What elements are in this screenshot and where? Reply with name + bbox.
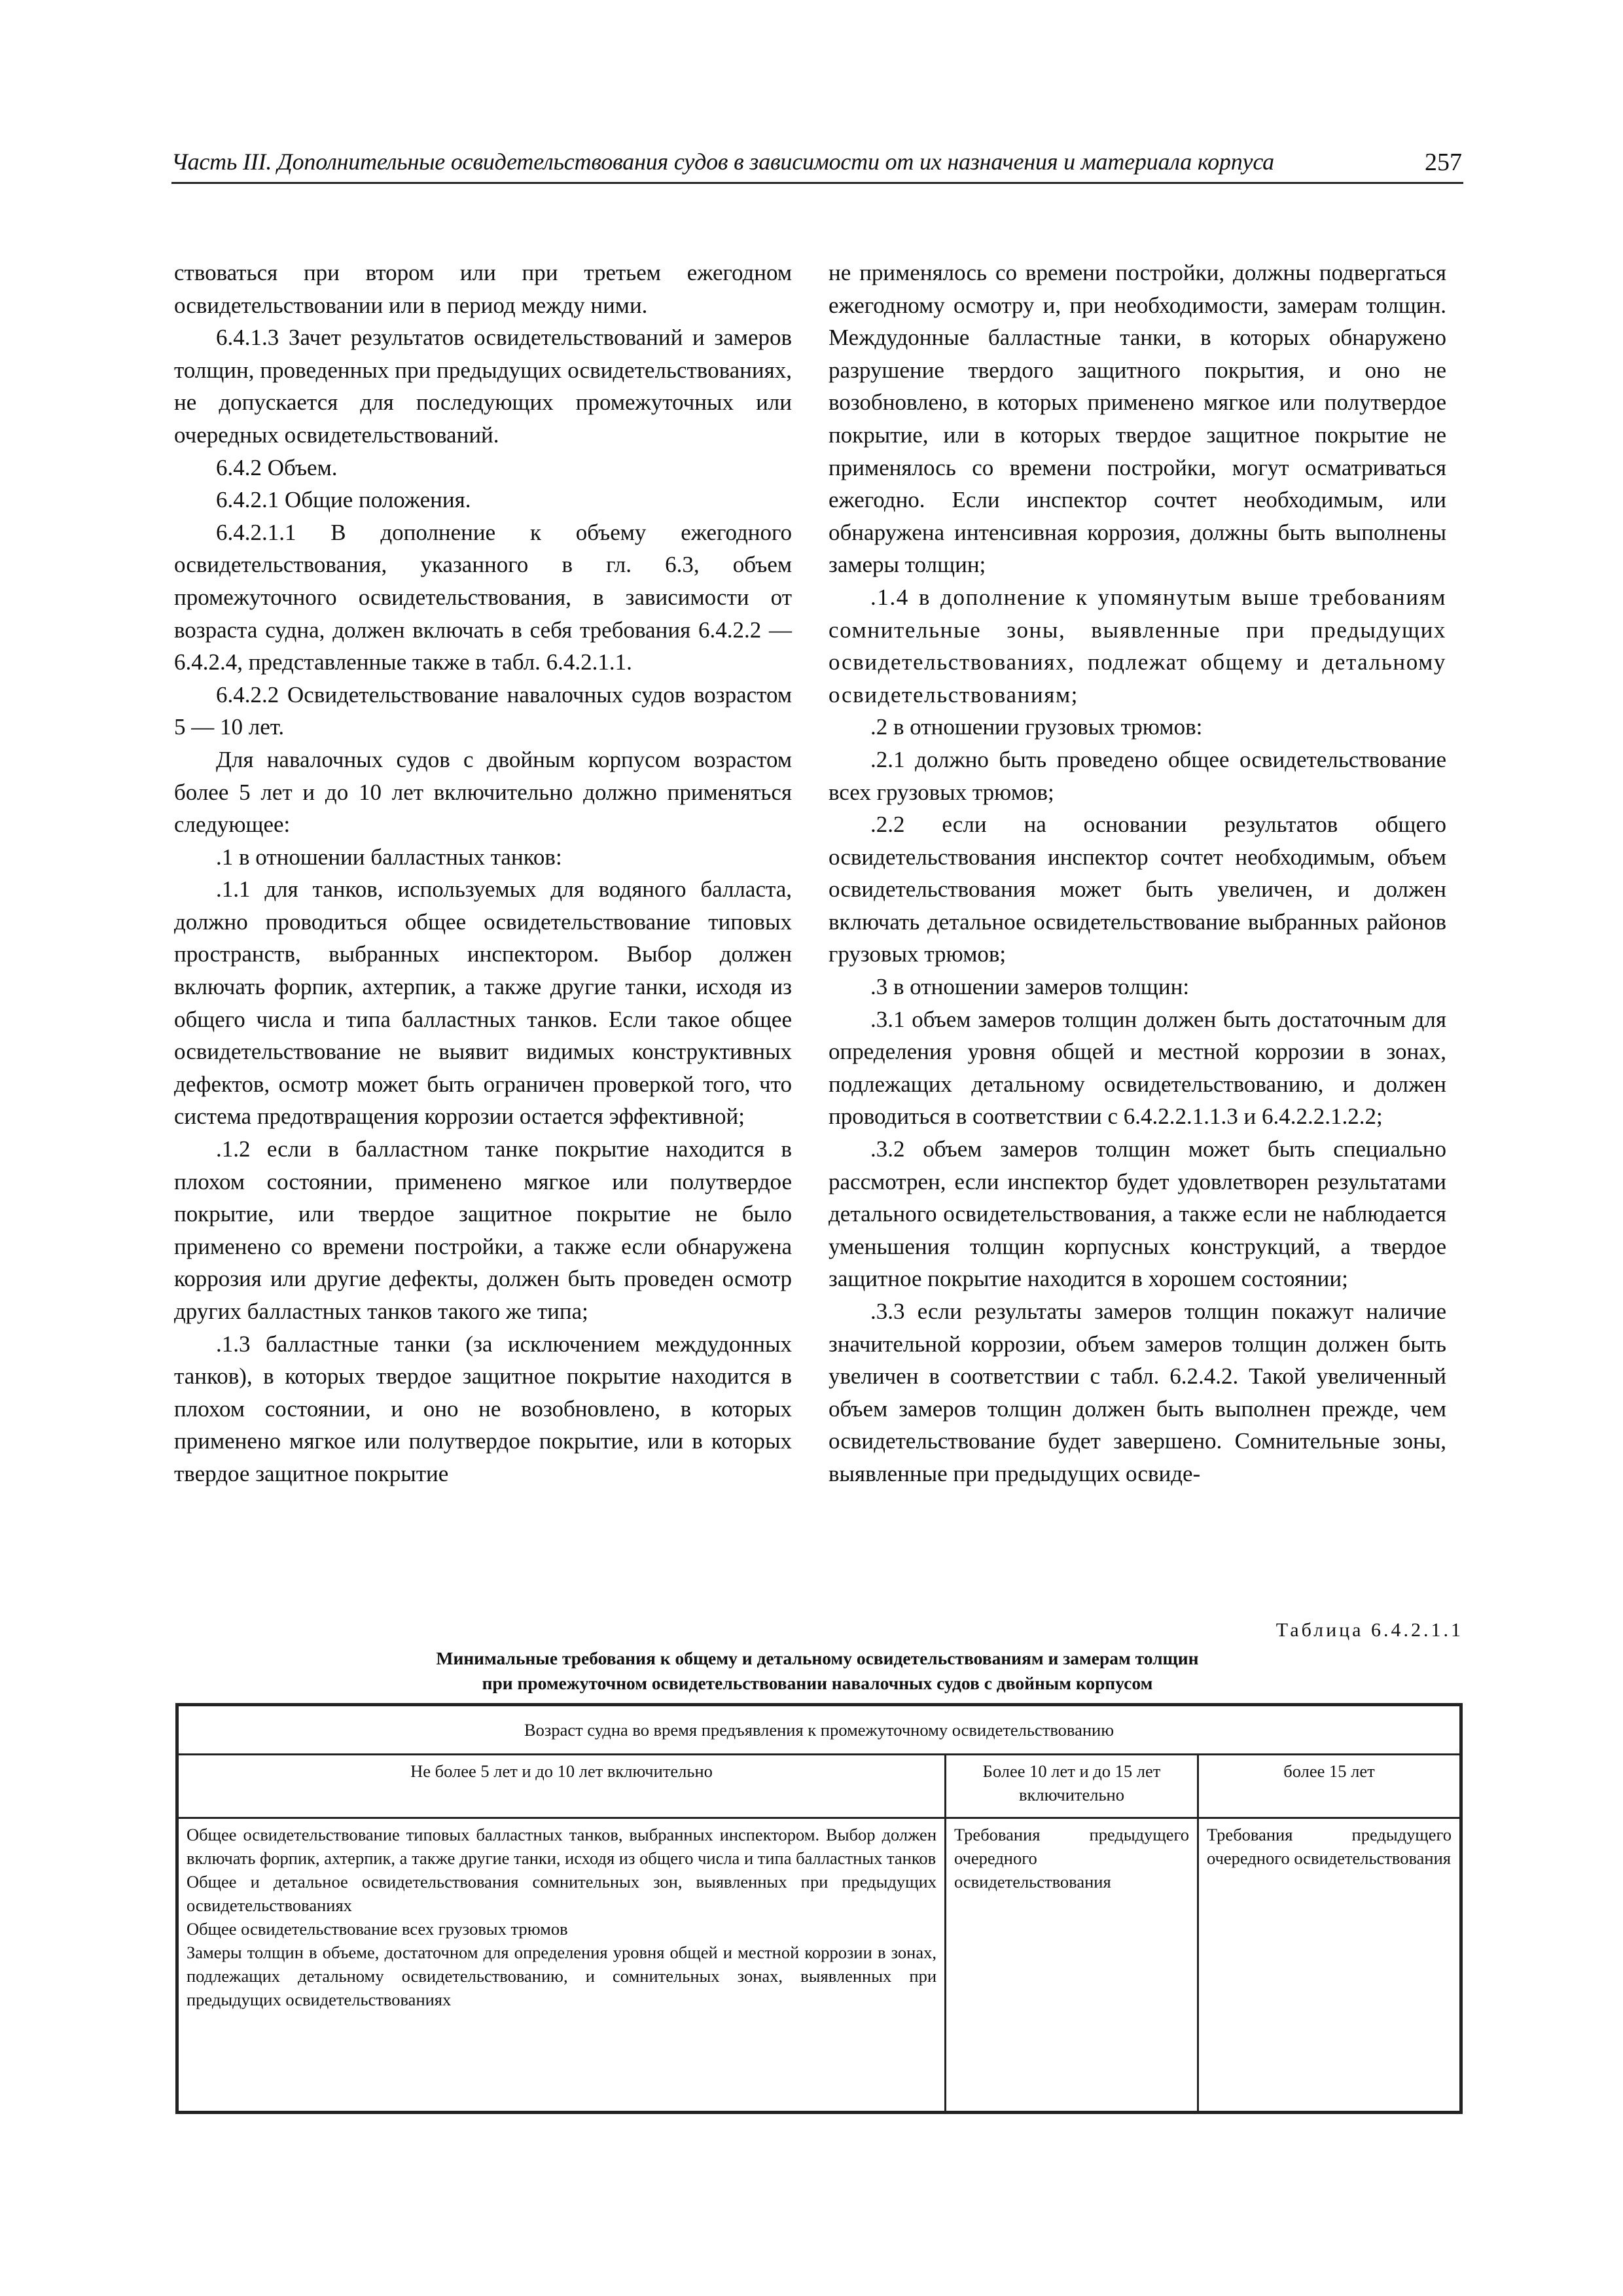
paragraph: 6.4.2.2 Освидетельствование навалочных судов возрастом 5 — 10 лет. [174,681,792,740]
section-heading: 6.4.2 Объем. [216,454,338,480]
running-head: Часть III. Дополнительные освидетельствования судов в зависимости от их назначения и материала корпуса [171,149,1274,175]
list-item: .3.1 объем замеров толщин должен быть достаточным для определения уровня общей и местной коррозии в зонах, подлежащих детальному освидетельствованию, и должен проводиться в соответствии с 6.4.2.2.1.1.3 и 6.4.2.2.1.2.2; [829,1006,1446,1130]
table-cell-item: Общее освидетельствование типовых балластных танков, выбранных инспектором. Выбор должен включать форпик, ахтерпик, а также другие танки, исходя из общего числа и типа балластных танков [187,1825,936,1868]
list-item: .2.2 если на основании результатов общего освидетельствования инспектор сочтет необходимым, объем освидетельствования может быть увеличен, и должен включать детальное освидетельствование выбранных районов грузовых трюмов; [829,812,1446,967]
paragraph: 6.4.1.3 Зачет результатов освидетельствований и замеров толщин, проведенных при предыдущих освидетельствованиях, не допускается для последующих промежуточных или очередных освидетельствований. [174,325,792,448]
table-title [171,1646,1463,1696]
paragraph: Для навалочных судов с двойным корпусом возрастом более 5 лет и до 10 лет включительно должно применяться следующее: [174,746,792,838]
list-item: .3 в отношении замеров толщин: [870,974,1190,1000]
paragraph: 6.4.2.1.1 В дополнение к объему ежегодного освидетельствования, указанного в гл. 6.3, объем промежуточного освидетельствования, в зависимости от возраста судна, должен включать в себя требования 6.4.2.2 — 6.4.2.4, представленные также в табл. 6.4.2.1.1. [174,519,792,675]
requirements-table [175,1703,1463,2114]
list-item: .1.1 для танков, используемых для водяного балласта, должно проводиться общее освидетельствование типовых пространств, выбранных инспектором. Выбор должен включать форпик, ахтерпик, а также другие танки, исходя из общего числа и типа балластных танков. Если такое общее освидетельствование не выявит видимых конструктивных дефектов, осмотр может быть ограничен проверкой того, что система предотвращения коррозии остается эффективной; [174,876,792,1130]
section-heading: 6.4.2.1 Общие положения. [216,487,471,513]
page-header [171,145,1463,184]
paragraph: ствоваться при втором или при третьем ежегодном освидетельствовании или в период между ними. [174,260,792,318]
table-label: Таблица 6.4.2.1.1 [1275,1619,1463,1641]
table-cell-item: Общее освидетельствование всех грузовых трюмов [187,1919,568,1939]
list-item: .2.1 должно быть проведено общее освидетельствование всех грузовых трюмов; [829,746,1446,805]
list-item: .3.3 если результаты замеров толщин покажут наличие значительной коррозии, объем замеров толщин должен быть увеличен в соответствии с табл. 6.2.4.2. Такой увеличенный объем замеров толщин должен быть выполнен прежде, чем освидетельствование будет завершено. Сомнительные зоны, выявленные при предыдущих освиде- [829,1299,1446,1486]
list-item: .2 в отношении грузовых трюмов: [870,714,1203,740]
list-item: .1.4 в дополнение к упомянутым выше требованиям сомнительные зоны, выявленные при предыдущих освидетельствованиях, подлежат общему и детальному освидетельствованиям; [829,584,1446,708]
list-item: .3.2 объем замеров толщин может быть специально рассмотрен, если инспектор будет удовлетворен результатами детального освидетельствования, а также если не наблюдается уменьшения толщин корпусных конструкций, а твердое защитное покрытие находится в хорошем состоянии; [829,1136,1446,1292]
left-column [174,257,792,1490]
table-title-line: Минимальные требования к общему и детальному освидетельствованиям и замерам толщин [436,1648,1199,1668]
table-header-cell: Возраст судна во время предъявления к промежуточному освидетельствованию [177,1705,1461,1755]
right-column [829,257,1446,1490]
table-cell [177,1818,946,2113]
table-cell: Требования предыдущего очередного освидетельствования [946,1818,1198,2113]
paragraph: не применялось со времени постройки, должны подвергаться ежегодному осмотру и, при необходимости, замерам толщин. Междудонные балластные танки, в которых обнаружено разрушение твердого защитного покрытия, и оно не возобновлено, в которых применено мягкое или полутвердое покрытие, или в которых твердое защитное покрытие не применялось со времени постройки, могут осматриваться ежегодно. Если инспектор сочтет необходимым, или обнаружена интенсивная коррозия, должны быть выполнены замеры толщин; [829,260,1446,578]
list-item: .1.2 если в балластном танке покрытие находится в плохом состоянии, применено мягкое или полутвердое покрытие, или твердое защитное покрытие не было применено со времени постройки, а также если обнаружена коррозия или другие дефекты, должен быть проведен осмотр других балластных танков такого же типа; [174,1136,792,1324]
list-item: .1.3 балластные танки (за исключением междудонных танков), в которых твердое защитное покрытие находится в плохом состоянии, и оно не возобновлено, в которых применено мягкое или полутвердое покрытие, или в которых твердое защитное покрытие [174,1331,792,1486]
table-row [177,1818,1461,2113]
page-number: 257 [1425,149,1462,176]
table-header-row [177,1705,1461,1755]
table-header-row [177,1755,1461,1818]
table-header-cell: Не более 5 лет и до 10 лет включительно [177,1755,946,1818]
table-cell: Требования предыдущего очередного освидетельствования [1198,1818,1461,2113]
list-item: .1 в отношении балластных танков: [216,844,562,870]
table-header-cell: Более 10 лет и до 15 лет включительно [946,1755,1198,1818]
table-header-cell: более 15 лет [1198,1755,1461,1818]
table-cell-item: Замеры толщин в объеме, достаточном для определения уровня общей и местной коррозии в зонах, подлежащих детальному освидетельствованию, и сомнительных зонах, выявленных при предыдущих освидетельствованиях [187,1943,936,2009]
table-cell-item: Общее и детальное освидетельствования сомнительных зон, выявленных при предыдущих освидетельствованиях [187,1872,936,1915]
table-title-line: при промежуточном освидетельствовании навалочных судов с двойным корпусом [482,1673,1153,1693]
